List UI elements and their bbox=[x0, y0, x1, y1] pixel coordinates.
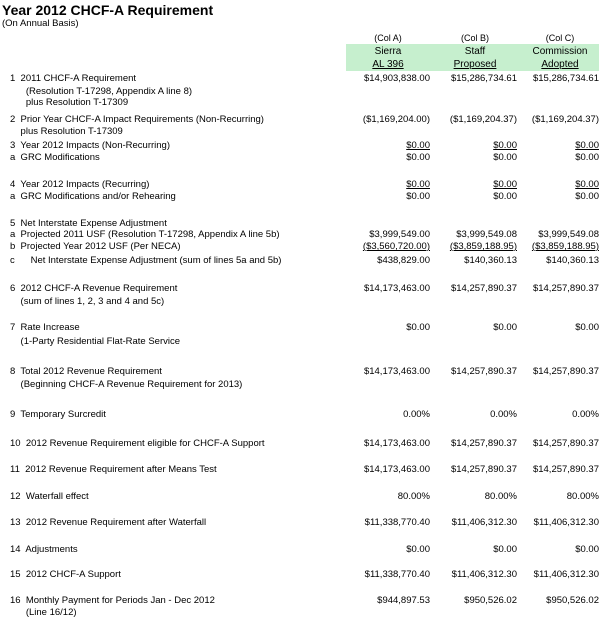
cell-col-b: $14,257,890.37 bbox=[450, 283, 517, 294]
cell-col-b: $0.00 bbox=[493, 179, 517, 190]
table-row bbox=[0, 366, 601, 380]
cell-col-b: $0.00 bbox=[493, 191, 517, 202]
cell-col-c: $950,526.02 bbox=[546, 595, 599, 606]
row-label: 9 Temporary Surcredit bbox=[10, 409, 106, 420]
cell-col-a: $14,173,463.00 bbox=[363, 438, 430, 449]
table-row bbox=[0, 73, 601, 87]
table-row bbox=[0, 191, 601, 205]
cell-col-b: ($1,169,204.37) bbox=[449, 114, 517, 125]
row-label: plus Resolution T-17309 bbox=[10, 97, 129, 108]
row-label: a Projected 2011 USF (Resolution T-17298, Appendix A line 5b) bbox=[10, 229, 280, 240]
cell-col-b: $950,526.02 bbox=[464, 595, 517, 606]
cell-col-c: $14,257,890.37 bbox=[532, 366, 599, 377]
col-c-code: (Col C) bbox=[545, 33, 575, 43]
table-row bbox=[0, 409, 601, 423]
cell-col-b: ($3,859,188.95) bbox=[449, 241, 517, 252]
cell-col-c: $0.00 bbox=[575, 179, 599, 190]
cell-col-c: $14,257,890.37 bbox=[532, 438, 599, 449]
table-row bbox=[0, 152, 601, 166]
row-label: 11 2012 Revenue Requirement after Means Test bbox=[10, 464, 217, 475]
cell-col-b: $14,257,890.37 bbox=[450, 438, 517, 449]
row-label: 12 Waterfall effect bbox=[10, 491, 89, 502]
cell-col-c: 0.00% bbox=[572, 409, 599, 420]
row-label: 10 2012 Revenue Requirement eligible for CHCF-A Support bbox=[10, 438, 265, 449]
row-label: plus Resolution T-17309 bbox=[10, 126, 123, 137]
row-label: 4 Year 2012 Impacts (Recurring) bbox=[10, 179, 150, 190]
table-row bbox=[0, 544, 601, 558]
row-label: 16 Monthly Payment for Periods Jan - Dec 2012 bbox=[10, 595, 215, 606]
row-label: 14 Adjustments bbox=[10, 544, 78, 555]
row-label: (sum of lines 1, 2, 3 and 4 and 5c) bbox=[10, 296, 165, 307]
table-row bbox=[0, 464, 601, 478]
row-label: a GRC Modifications and/or Rehearing bbox=[10, 191, 176, 202]
page-title: Year 2012 CHCF-A Requirement bbox=[2, 2, 214, 18]
row-label: 1 2011 CHCF-A Requirement bbox=[10, 73, 137, 84]
row-label: 5 Net Interstate Expense Adjustment bbox=[10, 218, 167, 229]
col-a-code: (Col A) bbox=[374, 33, 402, 43]
cell-col-a: $14,903,838.00 bbox=[363, 73, 430, 84]
row-label: 15 2012 CHCF-A Support bbox=[10, 569, 121, 580]
cell-col-c: ($3,859,188.95) bbox=[531, 241, 599, 252]
cell-col-b: $11,406,312.30 bbox=[451, 517, 517, 528]
cell-col-b: $14,257,890.37 bbox=[450, 366, 517, 377]
cell-col-a: $14,173,463.00 bbox=[363, 283, 430, 294]
cell-col-b: $14,257,890.37 bbox=[450, 464, 517, 475]
cell-col-a: 80.00% bbox=[397, 491, 430, 502]
row-label: (Beginning CHCF-A Revenue Requirement for 2013) bbox=[10, 379, 243, 390]
row-label: c Net Interstate Expense Adjustment (sum of lines 5a and 5b) bbox=[10, 255, 282, 266]
cell-col-b: $15,286,734.61 bbox=[450, 73, 517, 84]
cell-col-a: $0.00 bbox=[406, 544, 430, 555]
col-a-name: Sierra bbox=[374, 46, 402, 57]
cell-col-a: 0.00% bbox=[403, 409, 430, 420]
cell-col-b: $140,360.13 bbox=[464, 255, 517, 266]
col-c-name: Commission bbox=[532, 46, 588, 57]
table-row bbox=[0, 126, 601, 140]
cell-col-b: $3,999,549.08 bbox=[456, 229, 517, 240]
cell-col-a: $0.00 bbox=[406, 152, 430, 163]
cell-col-b: $0.00 bbox=[493, 140, 517, 151]
row-label: 3 Year 2012 Impacts (Non-Recurring) bbox=[10, 140, 170, 151]
table-row bbox=[0, 322, 601, 336]
table-row bbox=[0, 97, 601, 111]
table-row bbox=[0, 283, 601, 297]
cell-col-c: $14,257,890.37 bbox=[532, 283, 599, 294]
row-label: (1-Party Residential Flat-Rate Service bbox=[10, 336, 181, 347]
cell-col-a: $0.00 bbox=[406, 322, 430, 333]
col-c-sub: Adopted bbox=[541, 59, 579, 70]
cell-col-c: ($1,169,204.37) bbox=[531, 114, 599, 125]
cell-col-b: $0.00 bbox=[493, 544, 517, 555]
cell-col-a: $944,897.53 bbox=[377, 595, 430, 606]
col-b-sub: Proposed bbox=[453, 59, 497, 70]
cell-col-c: 80.00% bbox=[566, 491, 599, 502]
table-row bbox=[0, 296, 601, 310]
row-label: 7 Rate Increase bbox=[10, 322, 80, 333]
row-label: a GRC Modifications bbox=[10, 152, 100, 163]
table-row bbox=[0, 517, 601, 531]
row-label: 6 2012 CHCF-A Revenue Requirement bbox=[10, 283, 178, 294]
cell-col-c: $0.00 bbox=[575, 152, 599, 163]
cell-col-c: $0.00 bbox=[575, 191, 599, 202]
cell-col-b: $11,406,312.30 bbox=[451, 569, 517, 580]
cell-col-b: 80.00% bbox=[484, 491, 517, 502]
table-row bbox=[0, 379, 601, 393]
page-subtitle: (On Annual Basis) bbox=[2, 18, 79, 29]
cell-col-a: $14,173,463.00 bbox=[363, 366, 430, 377]
cell-col-c: $0.00 bbox=[575, 322, 599, 333]
cell-col-c: $15,286,734.61 bbox=[532, 73, 599, 84]
cell-col-a: $14,173,463.00 bbox=[363, 464, 430, 475]
cell-col-a: $0.00 bbox=[406, 179, 430, 190]
cell-col-a: $11,338,770.40 bbox=[364, 569, 430, 580]
row-label: b Projected Year 2012 USF (Per NECA) bbox=[10, 241, 181, 252]
cell-col-a: ($3,560,720.00) bbox=[362, 241, 430, 252]
cell-col-c: $11,406,312.30 bbox=[533, 569, 599, 580]
cell-col-b: 0.00% bbox=[490, 409, 517, 420]
cell-col-a: $3,999,549.00 bbox=[369, 229, 430, 240]
cell-col-a: ($1,169,204.00) bbox=[362, 114, 430, 125]
row-label: 8 Total 2012 Revenue Requirement bbox=[10, 366, 162, 377]
table-row bbox=[0, 241, 601, 255]
cell-col-c: $140,360.13 bbox=[546, 255, 599, 266]
cell-col-c: $11,406,312.30 bbox=[533, 517, 599, 528]
table-row bbox=[0, 569, 601, 583]
cell-col-c: $0.00 bbox=[575, 140, 599, 151]
col-b-name: Staff bbox=[464, 46, 486, 57]
table-row bbox=[0, 438, 601, 452]
cell-col-c: $0.00 bbox=[575, 544, 599, 555]
cell-col-a: $438,829.00 bbox=[377, 255, 430, 266]
row-label: 2 Prior Year CHCF-A Impact Requirements (Non-Recurring) bbox=[10, 114, 264, 125]
col-a-sub: AL 396 bbox=[372, 59, 404, 70]
row-label: 13 2012 Revenue Requirement after Waterfall bbox=[10, 517, 207, 528]
row-label: (Resolution T-17298, Appendix A line 8) bbox=[10, 86, 193, 97]
cell-col-c: $3,999,549.08 bbox=[538, 229, 599, 240]
cell-col-a: $0.00 bbox=[406, 191, 430, 202]
col-b-code: (Col B) bbox=[460, 33, 489, 43]
row-label: (Line 16/12) bbox=[10, 607, 77, 618]
table-row bbox=[0, 255, 601, 269]
cell-col-b: $0.00 bbox=[493, 322, 517, 333]
cell-col-b: $0.00 bbox=[493, 152, 517, 163]
table-row bbox=[0, 491, 601, 505]
cell-col-c: $14,257,890.37 bbox=[532, 464, 599, 475]
cell-col-a: $11,338,770.40 bbox=[364, 517, 430, 528]
cell-col-a: $0.00 bbox=[406, 140, 430, 151]
table-row bbox=[0, 336, 601, 350]
